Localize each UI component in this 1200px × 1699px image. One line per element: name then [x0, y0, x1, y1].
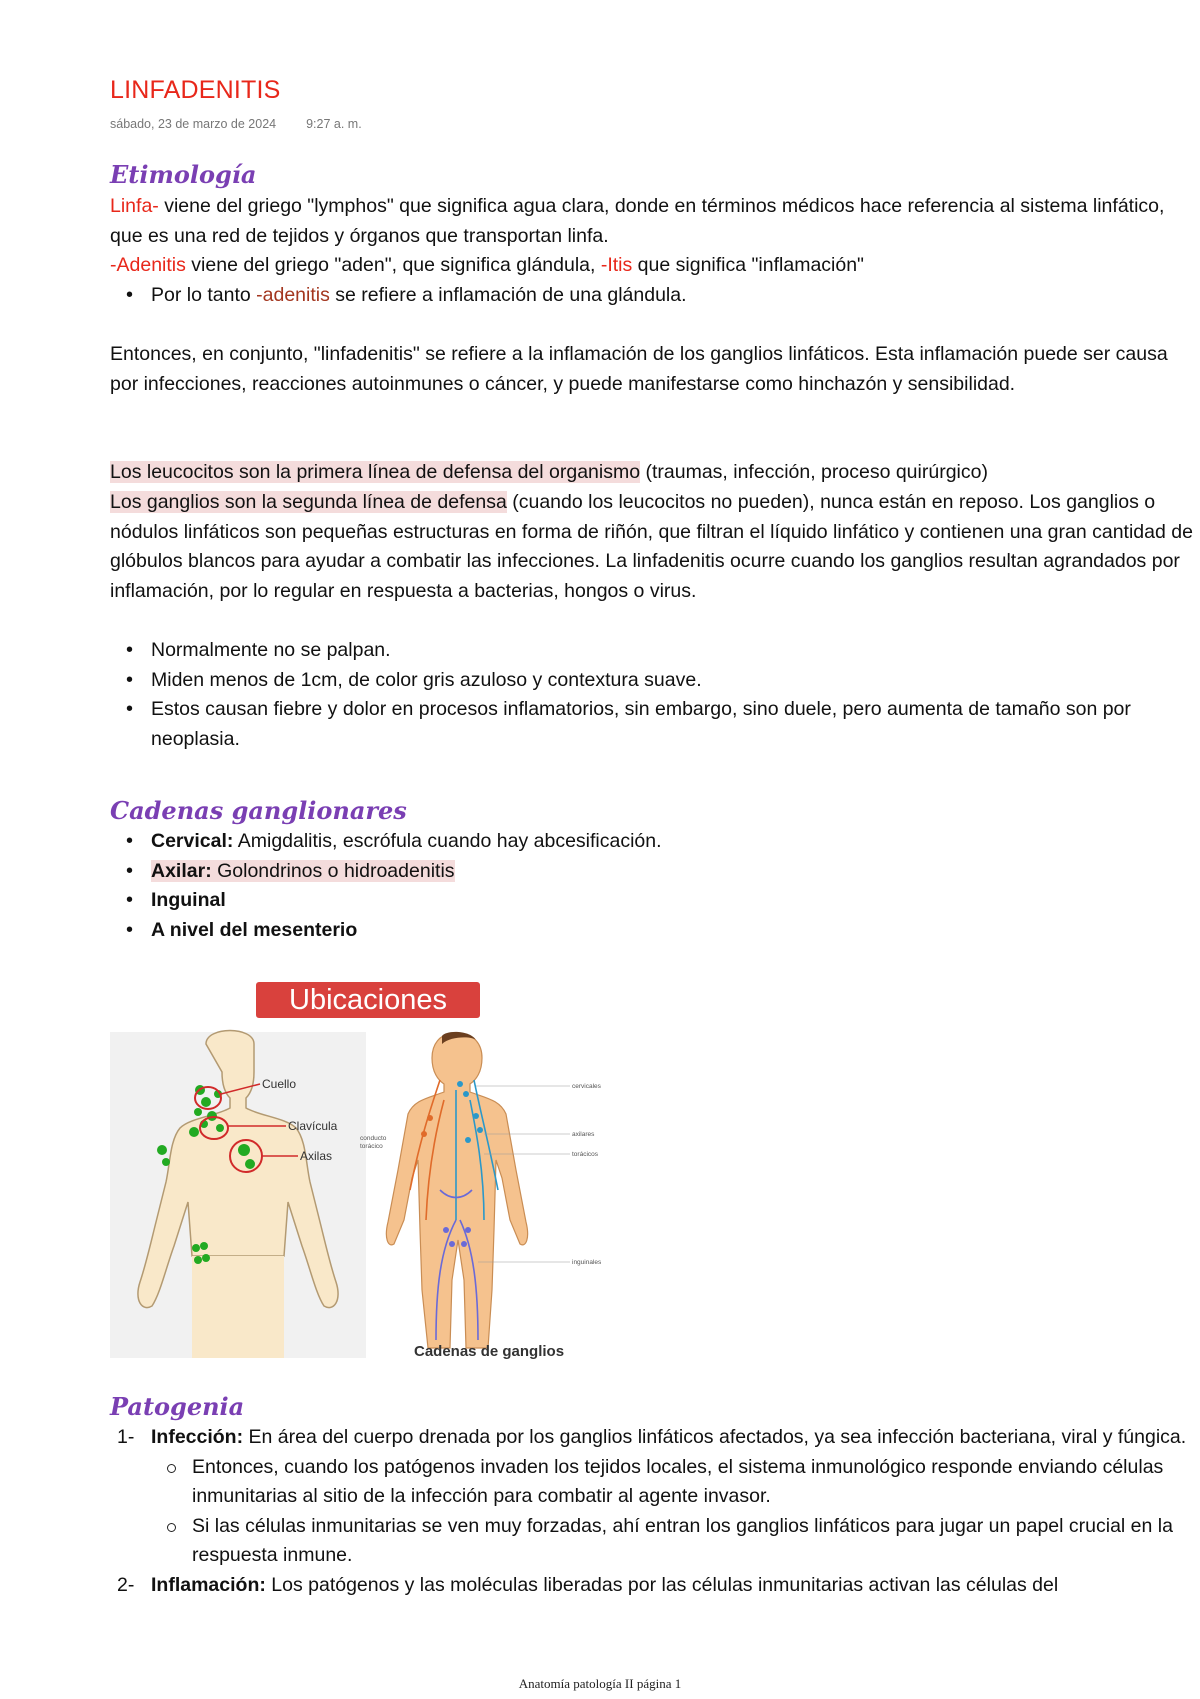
bullet-list-adenitis	[110, 281, 1195, 311]
page-date: sábado, 23 de marzo de 2024	[110, 117, 277, 131]
label-inguinales: inguinales	[572, 1259, 602, 1266]
heading-etimologia: Etimología	[110, 160, 257, 189]
paragraph-adenitis	[110, 251, 1200, 281]
list-item	[110, 886, 1195, 916]
label-axilares: axilares	[572, 1131, 595, 1138]
page-title: LINFADENITIS	[110, 76, 281, 104]
highlight-axilar	[151, 860, 455, 882]
label-toracicos: torácicos	[572, 1151, 599, 1158]
term-linfa: Linfa-	[110, 195, 159, 217]
anatomy-diagram-image	[360, 1030, 635, 1360]
bullet-list-cadenas	[110, 827, 1195, 945]
text-leucocitos: (traumas, infección, proceso quirúrgico)	[640, 461, 988, 483]
label-infeccion: Infección:	[151, 1426, 244, 1448]
bullet-text-end: se refiere a inflamación de una glándula.	[329, 284, 687, 306]
label-toracico: torácico	[360, 1143, 383, 1150]
term-adenitis-lower: -adenitis	[256, 284, 330, 306]
list-item	[110, 1423, 1195, 1571]
list-item: Entonces, cuando los patógenos invaden los tejidos locales, el sistema inmunológico responde enviando células inmunitarias al sitio de la infección para combatir al agente invasor.	[151, 1453, 1195, 1512]
anatomy-svg	[360, 1030, 635, 1360]
text-ganglios: (cuando los leucocitos no pueden), nunca están en reposo. Los ganglios o nódulos linfáticos son pequeñas estructuras en forma de riñón, que filtran el líquido linfático y contienen una gran cantidad de glóbulos blancos para ayudar a combatir las infecciones. La linfadenitis ocurre cuando los ganglios resultan agrandados por inflamación, por lo regular en respuesta a bacterias, hongos o virus.	[110, 491, 1193, 602]
highlight-leucocitos: Los leucocitos son la primera línea de defensa del organismo	[110, 461, 641, 483]
label-clavicula: Clavícula	[288, 1119, 338, 1133]
text-cervical: Amigdalitis, escrófula cuando hay abcesificación.	[233, 830, 662, 852]
label-axilas: Axilas	[300, 1149, 333, 1163]
anatomy-silhouette	[386, 1034, 527, 1348]
label-axilar: Axilar:	[151, 859, 212, 882]
term-itis: -Itis	[600, 254, 633, 276]
list-item: • Miden menos de 1cm, de color gris azuloso y contextura suave.	[110, 666, 1195, 696]
body-outline-svg	[110, 1032, 366, 1358]
text-inflamacion: Los patógenos y las moléculas liberadas por las células inmunitarias activan las células del	[265, 1573, 1059, 1596]
item-number: 1-	[117, 1426, 135, 1448]
text-linfa: viene del griego "lymphos" que significa agua clara, donde en términos médicos hace referencia al sistema linfático, que es una red de tejidos y órganos que transportan linfa.	[110, 195, 1165, 247]
label-inguinal: Inguinal	[151, 889, 226, 911]
text-axilar: Golondrinos o hidroadenitis	[211, 859, 455, 882]
list-item	[110, 1571, 1195, 1601]
bullet-text: Por lo tanto	[151, 284, 257, 306]
label-cervical: Cervical:	[151, 830, 234, 852]
bullet-list-ganglios	[110, 636, 1195, 754]
paragraph-definicion: Entonces, en conjunto, "linfadenitis" se refiere a la inflamación de los ganglios linfáticos. Esta inflamación puede ser causa por infecciones, reacciones autoinmunes o cáncer, y puede manifestarse como hinchazón y sensibilidad.	[110, 343, 1168, 395]
body-diagram-image	[110, 1032, 366, 1358]
label-mesenterio: A nivel del mesenterio	[151, 918, 358, 941]
label-cuello: Cuello	[262, 1077, 297, 1091]
paragraph-leucocitos	[110, 458, 1200, 488]
list-item	[110, 857, 1195, 887]
heading-cadenas: Cadenas ganglionares	[110, 796, 407, 825]
lower-body	[192, 1256, 284, 1358]
banner-ubicaciones: Ubicaciones	[256, 982, 480, 1018]
label-cervicales: cervicales	[572, 1083, 601, 1090]
paragraph-ganglios	[110, 488, 1195, 606]
label-inflamacion: Inflamación:	[151, 1573, 266, 1596]
sub-list-infeccion	[151, 1453, 1195, 1571]
term-adenitis: -Adenitis	[110, 254, 186, 276]
page-meta	[110, 117, 362, 131]
text-adenitis: viene del griego "aden", que significa glándula,	[185, 254, 601, 276]
list-item: • Normalmente no se palpan.	[110, 636, 1195, 666]
list-item	[110, 281, 1195, 311]
caption-cadenas: Cadenas de ganglios	[414, 1343, 565, 1360]
page-time: 9:27 a. m.	[306, 117, 362, 131]
text-itis: que significa "inflamación"	[632, 254, 864, 276]
numbered-list-patogenia	[110, 1423, 1195, 1600]
heading-patogenia: Patogenia	[110, 1392, 245, 1421]
label-conducto: conducto	[360, 1135, 387, 1142]
list-item	[110, 916, 1195, 946]
list-item	[110, 827, 1195, 857]
text-infeccion: En área del cuerpo drenada por los ganglios linfáticos afectados, ya sea infección bacteriana, viral y fúngica.	[243, 1426, 1187, 1448]
list-item: • Estos causan fiebre y dolor en procesos inflamatorios, sin embargo, sino duele, pero aumenta de tamaño son por neoplasia.	[110, 695, 1195, 754]
highlight-ganglios: Los ganglios son la segunda línea de defensa	[110, 491, 507, 513]
item-number: 2-	[117, 1573, 135, 1596]
paragraph-linfa	[110, 192, 1190, 251]
page-footer: Anatomía patología II página 1	[518, 1676, 682, 1691]
list-item: Si las células inmunitarias se ven muy forzadas, ahí entran los ganglios linfáticos para jugar un papel crucial en la respuesta inmune.	[151, 1512, 1195, 1571]
